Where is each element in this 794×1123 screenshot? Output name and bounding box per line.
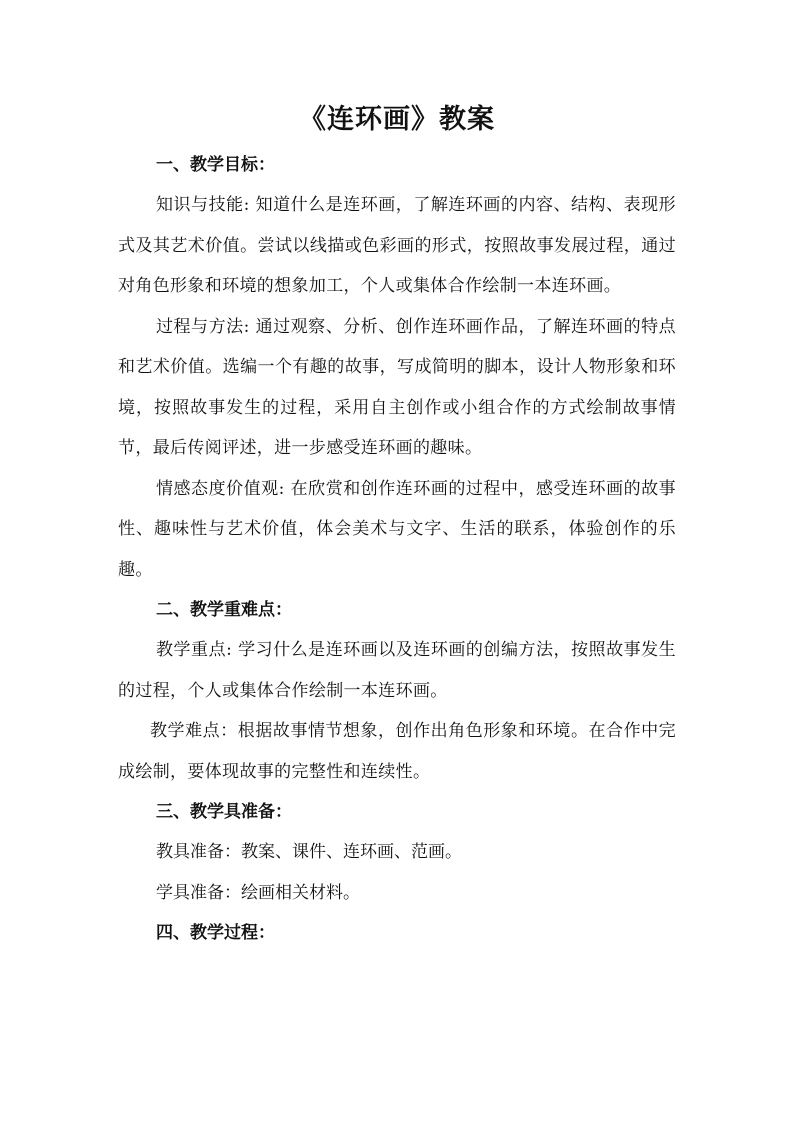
paragraph-student-materials: 学具准备：绘画相关材料。 [156, 882, 360, 903]
section-heading-preparation: 三、教学具准备： [156, 802, 292, 822]
paragraph-teaching-difficulty: 教学难点：根据故事情节想象，创作出角色形象和环境。在合作中完成绘制，要体现故事的完整性和连续性。 [118, 721, 676, 782]
paragraph-teacher-materials: 教具准备：教案、课件、连环画、范画。 [156, 842, 462, 862]
paragraph-knowledge-skills: 知识与技能: 知道什么是连环画，了解连环画的内容、结构、表现形式及其艺术价值。尝试以线描或色彩画的形式，按照故事发展过程，通过对角色形象和环境的想象加工，个人或集体合作绘制一本连环画。 [118, 195, 676, 296]
section-heading-process: 四、教学过程： [156, 923, 275, 943]
document-title: 《连环画》教案 [299, 104, 495, 135]
paragraph-process-methods: 过程与方法: 通过观察、分析、创作连环画作品，了解连环画的特点和艺术价值。选编一个有趣的故事，写成简明的脚本，设计人物形象和环境，按照故事发生的过程，采用自主创作或小组合作的方式绘制故事情节，最后传阅评述，进一步感受连环画的趣味。 [118, 316, 676, 458]
paragraph-emotion-values: 情感态度价值观: 在欣赏和创作连环画的过程中，感受连环画的故事性、趣味性与艺术价值，体会美术与文字、生活的联系，体验创作的乐趣。 [118, 478, 676, 580]
section-heading-keypoints: 二、教学重难点： [156, 600, 292, 620]
paragraph-teaching-focus: 教学重点: 学习什么是连环画以及连环画的创编方法，按照故事发生的过程，个人或集体合作绘制一本连环画。 [118, 640, 676, 701]
section-heading-goals: 一、教学目标： [156, 155, 275, 175]
